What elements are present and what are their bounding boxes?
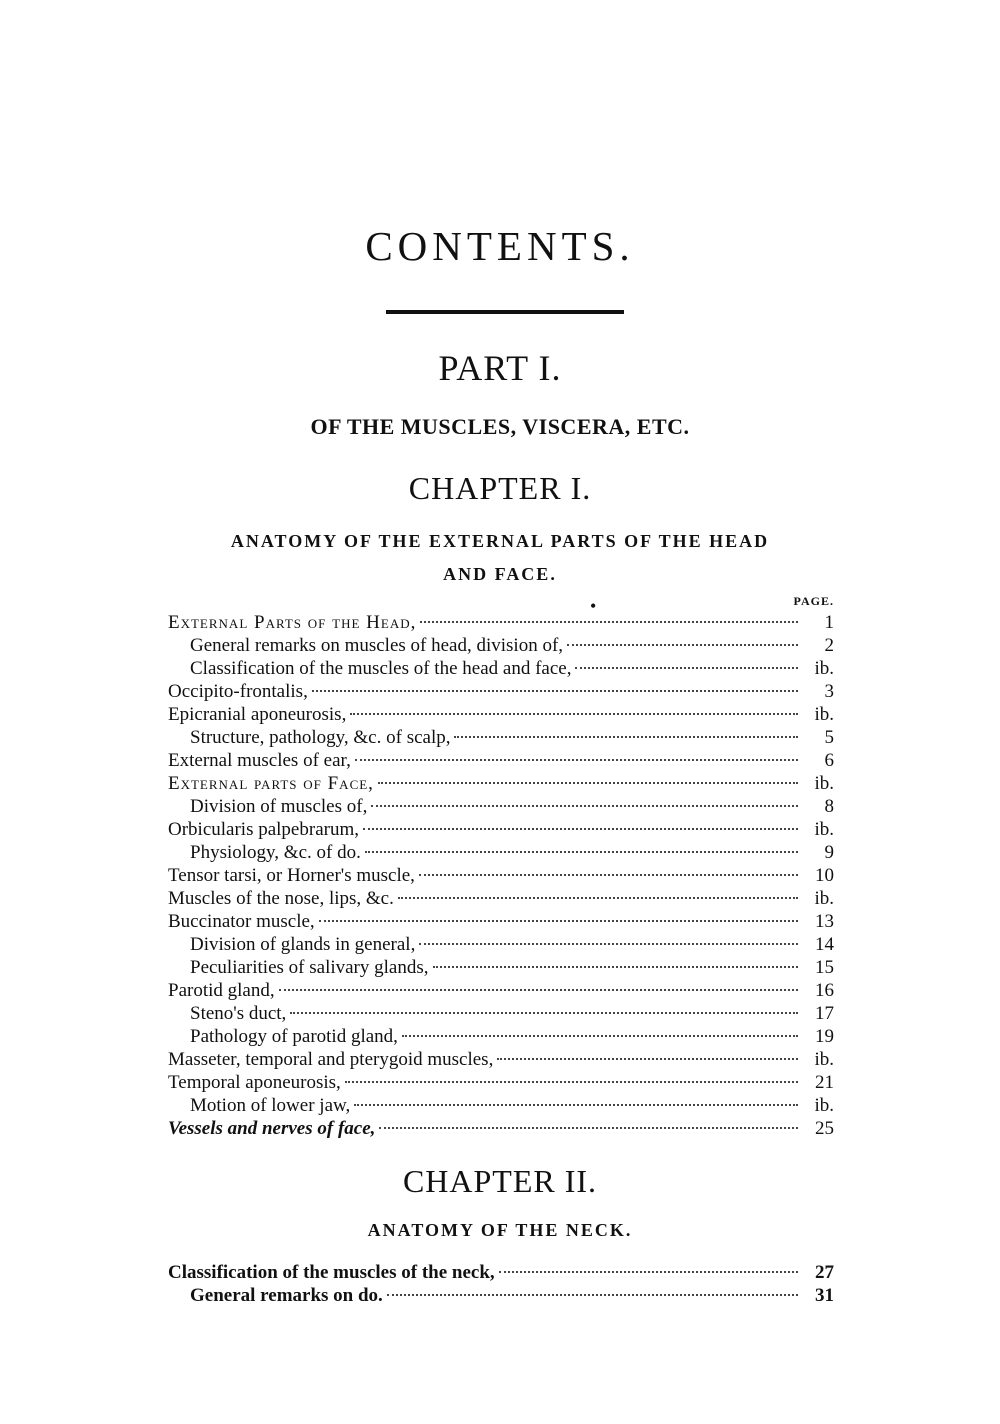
toc-entry-page: ib. [814, 773, 834, 794]
toc-entry-page: 3 [824, 681, 834, 702]
toc-entry-label: General remarks on do. [190, 1285, 383, 1306]
toc-entry-page: 15 [815, 957, 834, 978]
toc-entry [190, 1094, 834, 1117]
toc-entry [190, 1284, 834, 1307]
chapter-2-subtitle: ANATOMY OF THE NECK. [367, 1220, 633, 1240]
toc-entry-page: 9 [824, 842, 834, 863]
dot-leader [345, 1081, 798, 1083]
toc-entry [168, 611, 834, 634]
toc-entry [168, 910, 834, 933]
toc-entry [168, 703, 834, 726]
toc-entry-label: Motion of lower jaw, [190, 1095, 351, 1116]
toc-entry-label: Peculiarities of salivary glands, [190, 957, 429, 978]
dot-leader [365, 851, 798, 853]
page-column-header: PAGE. [793, 594, 834, 608]
dot-leader [420, 621, 798, 623]
dot-leader [398, 897, 798, 899]
toc-entry [190, 1002, 834, 1025]
toc-entry-page: 31 [815, 1285, 834, 1306]
toc-entry-page: 19 [815, 1026, 834, 1047]
toc-entry [168, 772, 834, 795]
toc-entry-label: Steno's duct, [190, 1003, 287, 1024]
dot-leader [371, 805, 798, 807]
toc-entry [168, 1048, 834, 1071]
dot-leader [350, 713, 798, 715]
toc-entry [190, 726, 834, 749]
toc-entry-page: ib. [814, 819, 834, 840]
toc-entry-label: Structure, pathology, &c. of scalp, [190, 727, 451, 748]
toc-entry-label: Masseter, temporal and pterygoid muscles, [168, 1049, 494, 1070]
toc-entry [168, 979, 834, 1002]
toc-entry-page: 2 [824, 635, 834, 656]
dot-leader [355, 759, 798, 761]
toc-entry-label: Parotid gland, [168, 980, 275, 1001]
dot-leader [387, 1294, 798, 1296]
toc-entry-label: Tensor tarsi, or Horner's muscle, [168, 865, 415, 886]
toc-entry-page: 13 [815, 911, 834, 932]
toc-entry [168, 1261, 834, 1284]
toc-entry-label: Division of glands in general, [190, 934, 416, 955]
toc-entry-page: 25 [815, 1118, 834, 1139]
dot-leader [575, 667, 798, 669]
toc-entry-label: Muscles of the nose, lips, &c. [168, 888, 394, 909]
toc-entry-label: Orbicularis palpebrarum, [168, 819, 359, 840]
chapter-1-heading: CHAPTER I. [408, 470, 592, 506]
toc-entry-page: 1 [824, 612, 834, 633]
toc-entry-label: Buccinator muscle, [168, 911, 315, 932]
toc-entry [190, 795, 834, 818]
toc-entry-page: 8 [824, 796, 834, 817]
chapter-1-subtitle-line-1: ANATOMY OF THE EXTERNAL PARTS OF THE HEAD [230, 531, 770, 551]
dot-leader [290, 1012, 798, 1014]
title-rule [386, 310, 624, 314]
dot-leader [379, 1127, 798, 1129]
toc-entry [168, 864, 834, 887]
toc-entry-page: ib. [814, 888, 834, 909]
toc-entry [190, 657, 834, 680]
toc-entry [190, 634, 834, 657]
toc-entry-page: 6 [824, 750, 834, 771]
dot-leader [433, 966, 799, 968]
toc-entry-page: 27 [815, 1262, 834, 1283]
toc-entry-label: General remarks on muscles of head, division of, [190, 635, 564, 656]
toc-entry-label: Classification of the muscles of the head and face, [190, 658, 572, 679]
dot-leader [363, 828, 798, 830]
toc-entry-page: 16 [815, 980, 834, 1001]
toc-entry-page: ib. [814, 1049, 834, 1070]
toc-entry-label: Temporal aponeurosis, [168, 1072, 341, 1093]
toc-entry-label: Classification of the muscles of the neck, [168, 1262, 495, 1283]
toc-entry-page: ib. [814, 704, 834, 725]
dot-leader [378, 782, 798, 784]
dot-leader [499, 1271, 798, 1273]
toc-entry-label: Epicranial aponeurosis, [168, 704, 347, 725]
part-heading: PART I. [438, 348, 562, 388]
dot-leader [402, 1035, 798, 1037]
chapter-2-heading: CHAPTER II. [402, 1163, 598, 1199]
toc-entry-page: 5 [824, 727, 834, 748]
toc-entry-label: Occipito-frontalis, [168, 681, 308, 702]
toc-entry [190, 1025, 834, 1048]
toc-entry-page: ib. [814, 1095, 834, 1116]
dot-leader [279, 989, 798, 991]
toc-entry-page: 21 [815, 1072, 834, 1093]
toc-entry-page: 10 [815, 865, 834, 886]
toc-entry-label: External parts of Face, [168, 773, 374, 794]
toc-entry-label: External muscles of ear, [168, 750, 351, 771]
dot-leader [312, 690, 798, 692]
toc-entry [190, 956, 834, 979]
toc-entry [168, 887, 834, 910]
toc-entry [168, 1071, 834, 1094]
printer-dot: • [590, 596, 597, 616]
toc-entry-page: 17 [815, 1003, 834, 1024]
dot-leader [454, 736, 798, 738]
dot-leader [419, 943, 798, 945]
toc-entry [190, 841, 834, 864]
toc-entry-page: 14 [815, 934, 834, 955]
part-subtitle: OF THE MUSCLES, VISCERA, ETC. [310, 414, 690, 439]
dot-leader [567, 644, 798, 646]
dot-leader [354, 1104, 798, 1106]
toc-entry [168, 1117, 834, 1140]
toc-entry [190, 933, 834, 956]
dot-leader [497, 1058, 798, 1060]
toc-entry-label: Division of muscles of, [190, 796, 368, 817]
contents-title: CONTENTS. [365, 223, 635, 269]
toc-entry-label: Pathology of parotid gland, [190, 1026, 398, 1047]
toc-entry-label: External Parts of the Head, [168, 612, 417, 633]
toc-entry-label: Physiology, &c. of do. [190, 842, 361, 863]
toc-entry-label: Vessels and nerves of face, [168, 1118, 376, 1139]
dot-leader [319, 920, 798, 922]
chapter-1-subtitle-line-2: AND FACE. [443, 564, 557, 584]
toc-entry [168, 818, 834, 841]
toc-entry-page: ib. [814, 658, 834, 679]
toc-entry [168, 680, 834, 703]
toc-entry [168, 749, 834, 772]
dot-leader [419, 874, 798, 876]
